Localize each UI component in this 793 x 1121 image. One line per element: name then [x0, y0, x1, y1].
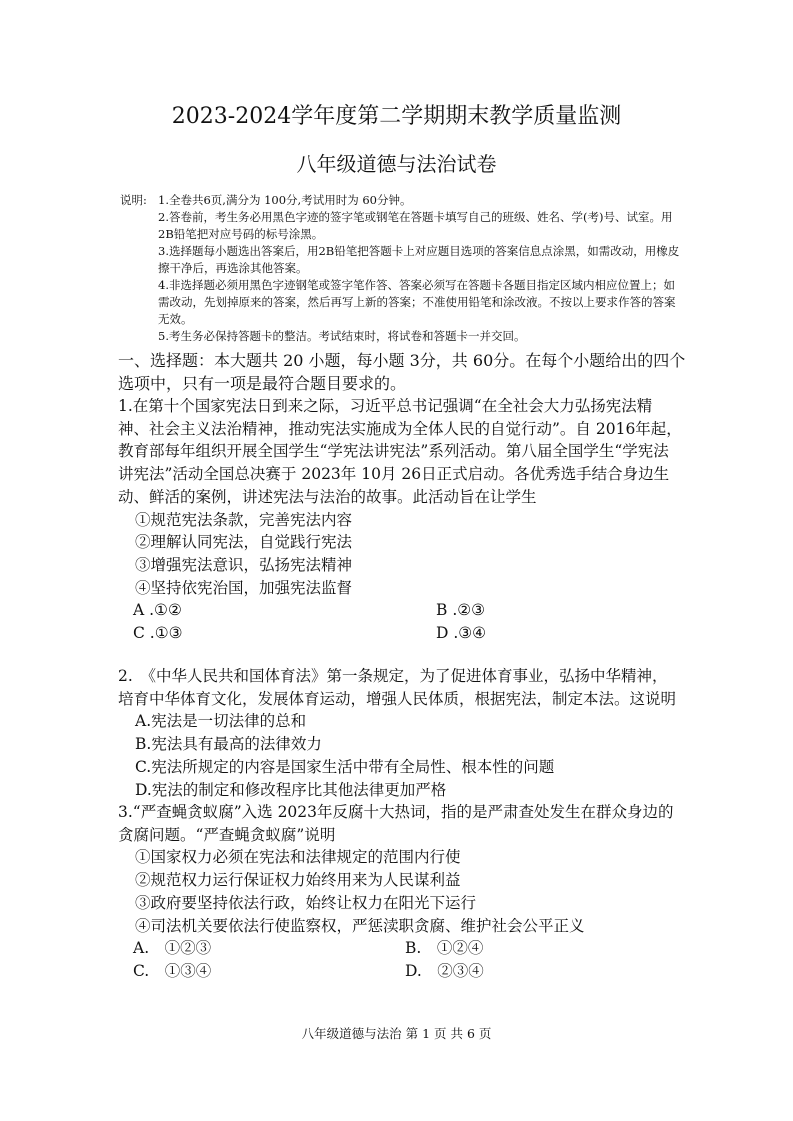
statement: ④坚持依宪治国，加强宪法监督 — [135, 578, 353, 597]
choice-a: A .①② — [133, 601, 182, 620]
statement: ①规范宪法条款，完善宪法内容 — [135, 510, 353, 529]
option-a: A.宪法是一切法律的总和 — [135, 712, 307, 731]
section-heading: 一、选择题：本大题共 20 小题，每小题 3分，共 60分。在每个小题给出的四个选项中，只有一项是最符合题目要求的。 — [118, 351, 686, 393]
choice-d: D .③④ — [436, 624, 487, 643]
choice-c: C. ①③④ — [133, 961, 212, 980]
statement: ③政府要坚持依法行政，始终让权力在阳光下运行 — [135, 893, 477, 912]
question-1 — [118, 395, 683, 645]
question-stem: 3.“严查蝇贪蚁腐”入选 2023年反腐十大热词，指的是严肃查处发生在群众身边的贪腐问题。“严查蝇贪蚁腐”说明 — [118, 803, 674, 844]
choice-a: A. ①②③ — [133, 939, 212, 958]
question-2 — [118, 665, 683, 801]
statement: ②理解认同宪法，自觉践行宪法 — [135, 533, 353, 552]
option-d: D.宪法的制定和修改程序比其他法律更加严格 — [135, 780, 447, 799]
choice-b: B. ①②④ — [405, 939, 484, 958]
statement: ②规范权力运行保证权力始终用来为人民谋利益 — [135, 871, 461, 890]
instruction-item: 3.选择题每小题选出答案后，用2B铅笔把答题卡上对应题目选项的答案信息点涂黑，如需改动，用橡皮擦干净后，再选涂其他答案。 — [158, 244, 680, 275]
answer-choices — [133, 937, 683, 982]
exam-subtitle: 八年级道德与法治试卷 — [296, 152, 497, 176]
choice-d: D. ②③④ — [405, 961, 484, 980]
exam-title: 2023-2024学年度第二学期期末教学质量监测 — [171, 104, 622, 129]
statement: ①国家权力必须在宪法和法律规定的范围内行使 — [135, 848, 461, 867]
question-stem: 1.在第十个国家宪法日到来之际，习近平总书记强调“在全社会大力弘扬宪法精神、社会主义法治精神，推动宪法实施成为全体人民的自觉行动”。自 2016年起，教育部每年组织开展全国学生“学宪法讲宪法”系列活动。第八届全国学生“学宪法讲宪法”活动全国总决赛于 2023年 10月 26日正式启动。各优秀选手结合身边生动、鲜活的案例，讲述宪法与法治的故事。此活动旨在让学生 — [118, 397, 682, 506]
instructions-lead: 说明: — [120, 193, 147, 207]
instruction-item: 2.答卷前，考生务必用黑色字迹的签字笔或钢笔在答题卡填写自己的班级、姓名、学(考)号、试室。用2B铅笔把对应号码的标号涂黑。 — [158, 210, 673, 241]
instruction-item: 4.非选择题必须用黑色字迹钢笔或签字笔作答、答案必须写在答题卡各题目指定区域内相应位置上；如需改动，先划掉原来的答案，然后再写上新的答案；不准使用铅笔和涂改液。不按以上要求作答的答案无效。 — [158, 278, 676, 326]
question-stem: 2. 《中华人民共和国体育法》第一条规定，为了促进体育事业，弘扬中华精神，培育中华体育文化，发展体育运动，增强人民体质，根据宪法，制定本法。这说明 — [118, 667, 677, 708]
choice-c: C .①③ — [133, 624, 183, 643]
option-b: B.宪法具有最高的法律效力 — [135, 735, 322, 754]
question-3 — [118, 801, 683, 983]
statement: ③增强宪法意识，弘扬宪法精神 — [135, 555, 353, 574]
page-footer: 八年级道德与法治 第 1 页 共 6 页 — [301, 1026, 492, 1041]
choice-b: B .②③ — [436, 601, 486, 620]
instructions — [120, 192, 680, 345]
option-c: C.宪法所规定的内容是国家生活中带有全局性、根本性的问题 — [135, 757, 555, 776]
instruction-item: 1.全卷共6页,满分为 100分,考试用时为 60分钟。 — [158, 193, 412, 207]
answer-choices — [133, 599, 683, 644]
instruction-item: 5.考生务必保持答题卡的整洁。考试结束时，将试卷和答题卡一并交回。 — [158, 329, 526, 343]
statement: ④司法机关要依法行使监察权，严惩渎职贪腐、维护社会公平正义 — [135, 916, 585, 935]
